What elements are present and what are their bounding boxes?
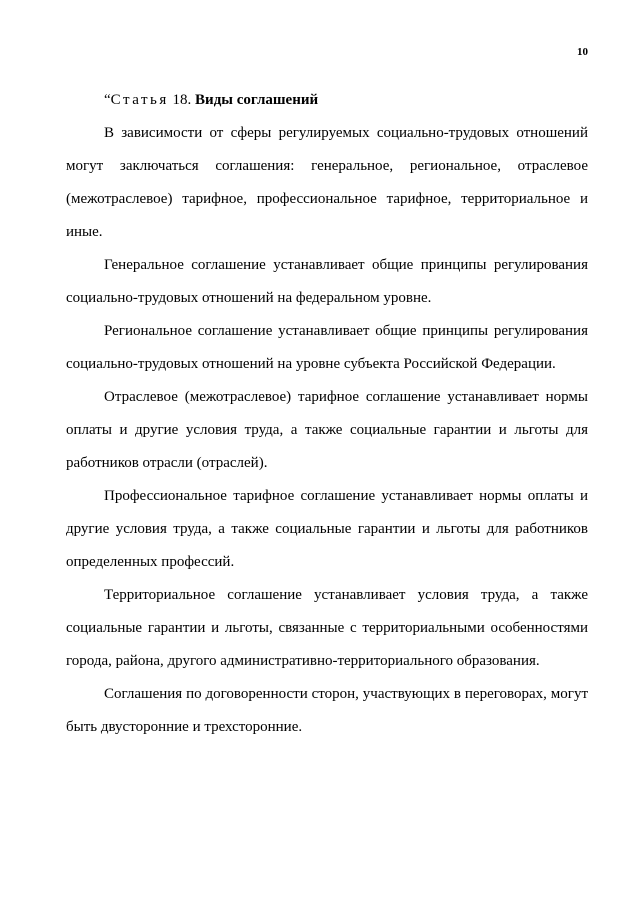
article-number: 18. (172, 92, 192, 108)
article-title: Виды соглашений (195, 92, 319, 108)
page-number: 10 (577, 46, 588, 58)
paragraph-sectoral: Отраслевое (межотраслевое) тарифное соглашение устанавливает нормы оплаты и другие условия труда, а также социальные гарантии и льготы для работников отрасли (отраслей). (66, 389, 588, 471)
paragraph-general: Генеральное соглашение устанавливает общие принципы регулирования социально-трудовых отношений на федеральном уровне. (66, 257, 588, 306)
paragraph-parties: Соглашения по договоренности сторон, участвующих в переговорах, могут быть двусторонние и трехсторонние. (66, 686, 588, 735)
paragraph-regional: Региональное соглашение устанавливает общие принципы регулирования социально-трудовых отношений на уровне субъекта Российской Федерации. (66, 323, 588, 372)
document-body (66, 84, 588, 744)
article-heading (66, 84, 588, 117)
paragraph-professional: Профессиональное тарифное соглашение устанавливает нормы оплаты и другие условия труда, а также социальные гарантии и льготы для работников определенных профессий. (66, 488, 588, 570)
open-quote: “ (104, 92, 111, 108)
article-word: Статья (110, 92, 169, 108)
paragraph-types: В зависимости от сферы регулируемых социально-трудовых отношений могут заключаться соглашения: генеральное, региональное, отраслевое (межотраслевое) тарифное, профессиональное тарифное, территориальное и иные. (66, 125, 588, 240)
paragraph-territorial: Территориальное соглашение устанавливает условия труда, а также социальные гарантии и льготы, связанные с территориальными особенностями города, района, другого административно-территориального образования. (66, 587, 588, 669)
